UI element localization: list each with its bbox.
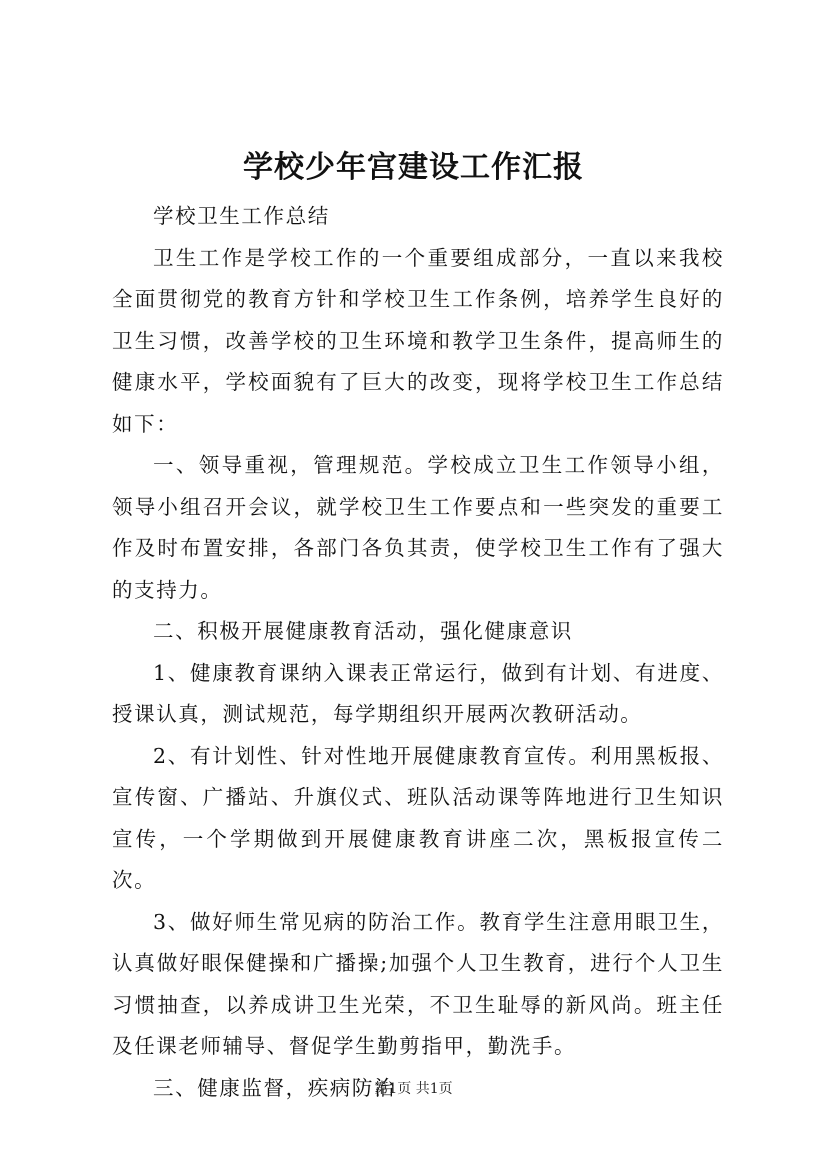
paragraph-heading-health-monitoring: 三、健康监督，疾病防治	[153, 1075, 397, 1100]
document-body	[112, 196, 724, 1109]
paragraph-item-2: 2、有计划性、针对性地开展健康教育宣传。利用黑板报、宣传窗、广播站、升旗仪式、班队活动课等阵地进行卫生知识宣传，一个学期做到开展健康教育讲座二次，黑板报宣传二次。	[112, 743, 724, 892]
paragraph-heading-health-education: 二、积极开展健康教育活动，强化健康意识	[153, 619, 573, 643]
document-title: 学校少年宫建设工作汇报	[243, 150, 584, 185]
paragraph-item-1: 1、健康教育课纳入课表正常运行，做到有计划、有进度、授课认真，测试规范，每学期组织开展两次教研活动。	[112, 660, 724, 726]
paragraph-leadership: 一、领导重视，管理规范。学校成立卫生工作领导小组，领导小组召开会议，就学校卫生工作要点和一些突发的重要工作及时布置安排，各部门各负其责，使学校卫生工作有了强大的支持力。	[112, 453, 724, 602]
paragraph-intro: 卫生工作是学校工作的一个重要组成部分，一直以来我校全面贯彻党的教育方针和学校卫生工作条例，培养学生良好的卫生习惯，改善学校的卫生环境和教学卫生条件，提高师生的健康水平，学校面貌有了巨大的改变，现将学校卫生工作总结如下：	[112, 245, 724, 436]
paragraph-section-heading: 学校卫生工作总结	[153, 204, 330, 228]
paragraph-item-3: 3、做好师生常见病的防治工作。教育学生注意用眼卫生，认真做好眼保健操和广播操;加强个人卫生教育，进行个人卫生习惯抽查，以养成讲卫生光荣，不卫生耻辱的新风尚。班主任及任课老师辅导、督促学生勤剪指甲，勤洗手。	[112, 909, 724, 1058]
page-number-footer: 第1页 共1页	[374, 1081, 453, 1097]
